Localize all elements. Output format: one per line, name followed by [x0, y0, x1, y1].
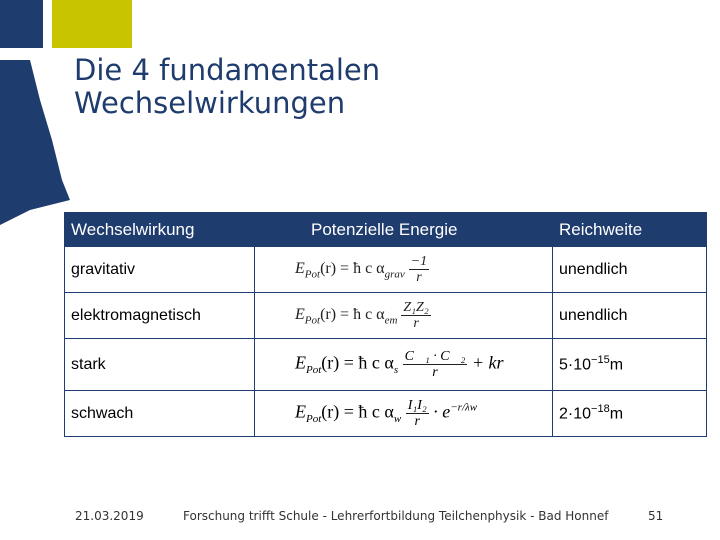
interactions-table: [64, 212, 707, 437]
formula-gravitational: $E_{Pot}(r)$ = ħ c $\alpha_{grav}$ $\frac{-1}{r}$: [255, 247, 553, 293]
interaction-name: gravitativ: [65, 247, 255, 293]
header-potential-energy: Potenzielle Energie: [255, 213, 553, 247]
footer-date: 21.03.2019: [75, 509, 144, 523]
header-interaction: Wechselwirkung: [65, 213, 255, 247]
table-row: [65, 339, 707, 391]
range-value: unendlich: [553, 293, 707, 339]
range-value: $5\cdot 10^{-15}m$: [553, 339, 707, 391]
slide-title: [74, 54, 380, 120]
interaction-name: stark: [65, 339, 255, 391]
range-value: $2\cdot 10^{-18}m$: [553, 391, 707, 437]
table-row: [65, 293, 707, 339]
table-header-row: [65, 213, 707, 247]
footer-text: Forschung trifft Schule - Lehrerfortbildung Teilchenphysik - Bad Honnef: [183, 509, 609, 523]
title-line-1: Die 4 fundamentalen: [74, 53, 381, 87]
interaction-name: schwach: [65, 391, 255, 437]
formula-strong: $E_{Pot}(r)$ = ħ c $\alpha_s$ $\frac{\text{C⃗₁ · C⃗₂}}{r}$ + kr: [255, 339, 553, 391]
formula-weak: $E_{Pot}(r)$ = ħ c $\alpha_w$ $\frac{\text{I₁I₂}}{r}$ · $e^{-r/\lambda w}$: [255, 391, 553, 437]
blue-square: [0, 0, 43, 48]
header-range: Reichweite: [553, 213, 707, 247]
interaction-name: elektromagnetisch: [65, 293, 255, 339]
yellow-square: [52, 0, 132, 48]
formula-electromagnetic: $E_{Pot}(r)$ = ħ c $\alpha_{em}$ $\frac{\text{Z₁Z₂}}{r}$: [255, 293, 553, 339]
page-number: 51: [648, 509, 664, 523]
range-value: unendlich: [553, 247, 707, 293]
blue-swoosh: [0, 60, 70, 225]
title-line-2: Wechselwirkungen: [74, 86, 346, 120]
table-row: [65, 247, 707, 293]
table-row: [65, 391, 707, 437]
